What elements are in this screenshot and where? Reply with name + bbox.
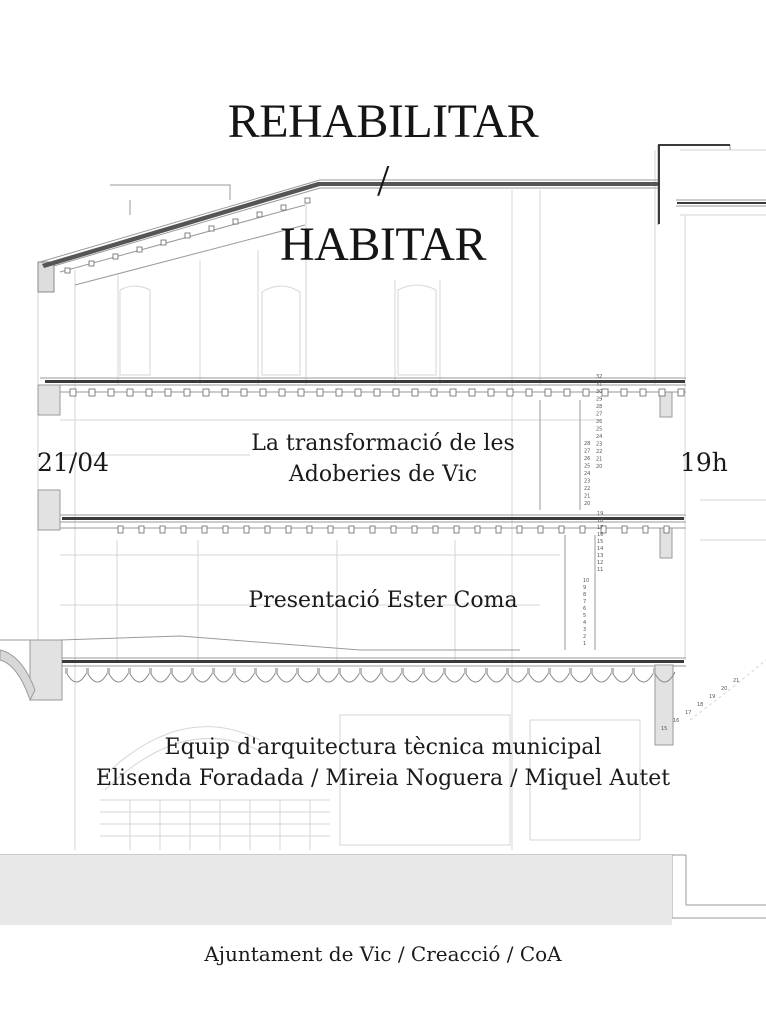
title-line-1: REHABILITAR [227, 95, 539, 148]
joist [160, 526, 165, 533]
joist [433, 526, 438, 533]
joist [475, 526, 480, 533]
stair-number: 28 [584, 441, 591, 447]
arch-detail [276, 672, 297, 682]
arch-detail [402, 672, 423, 682]
arch-column [128, 668, 131, 674]
joist [244, 526, 249, 533]
stair-number: 27 [584, 448, 591, 455]
arch-column [464, 668, 467, 674]
joist [265, 526, 270, 533]
ramp-number: 16 [673, 718, 680, 724]
joist [659, 389, 665, 396]
joist [118, 526, 123, 533]
stair-number: 9 [583, 585, 587, 591]
arch-detail [339, 672, 360, 682]
arch-detail [234, 672, 255, 682]
arch-column [233, 668, 236, 674]
joist [139, 526, 144, 533]
joist [374, 389, 380, 396]
arch-detail [108, 672, 129, 682]
joist [496, 526, 501, 533]
arch-detail [528, 672, 549, 682]
presenter: Presentació Ester Coma [248, 588, 518, 613]
arch-column [569, 668, 572, 674]
ramp-number: 19 [709, 694, 716, 700]
joist [538, 526, 543, 533]
joist [146, 389, 152, 396]
stair-number: 21 [596, 456, 603, 463]
team-title: Equip d'arquitectura tècnica municipal [164, 735, 602, 760]
stair-number: 25 [584, 463, 591, 470]
arch-column [65, 668, 68, 674]
arch-detail [360, 672, 381, 682]
stair-number: 20 [584, 501, 591, 507]
stair-number: 30 [596, 389, 603, 395]
arch-column [149, 668, 152, 674]
stair-number: 32 [596, 374, 603, 380]
joist [222, 389, 228, 396]
arch-column [653, 668, 656, 674]
arch-column [317, 668, 320, 674]
joist [223, 526, 228, 533]
arch-column [443, 668, 446, 674]
joist [241, 389, 247, 396]
joist [580, 526, 585, 533]
joist [583, 389, 589, 396]
event-time: 19h [680, 448, 728, 477]
joist [70, 389, 76, 396]
stair-number: 13 [597, 553, 604, 559]
stair-number: 23 [596, 441, 603, 448]
arch-column [275, 668, 278, 674]
joist [559, 526, 564, 533]
joist [517, 526, 522, 533]
joist [181, 526, 186, 533]
arch-detail [171, 672, 192, 682]
stair-number: 26 [596, 419, 603, 425]
stair-number: 20 [596, 464, 603, 470]
arch-column [191, 668, 194, 674]
arch-detail [381, 672, 402, 682]
stair-number: 29 [596, 396, 603, 403]
joist [564, 389, 570, 396]
arch-column [338, 668, 341, 674]
arch-detail [192, 672, 213, 682]
arch-column [422, 668, 425, 674]
arch-column [254, 668, 257, 674]
event-date: 21/04 [37, 448, 110, 477]
joist [393, 389, 399, 396]
stair-number: 14 [597, 546, 604, 552]
joist [317, 389, 323, 396]
joist [165, 389, 171, 396]
joist [127, 389, 133, 396]
joist [349, 526, 354, 533]
stair-number: 19 [597, 511, 604, 517]
joist [355, 389, 361, 396]
joist [545, 389, 551, 396]
arch-column [548, 668, 551, 674]
stair-number: 15 [597, 539, 604, 545]
stair-number: 31 [596, 381, 603, 388]
arch-detail [507, 672, 528, 682]
arch-detail [87, 672, 108, 682]
arch-column [611, 668, 614, 674]
arch-detail [465, 672, 486, 682]
arch-column [401, 668, 404, 674]
joist [202, 526, 207, 533]
subtitle-line-2: Adoberies de Vic [288, 462, 478, 487]
arch-detail [213, 672, 234, 682]
joist [450, 389, 456, 396]
stair-number: 24 [596, 434, 603, 440]
arch-detail [549, 672, 570, 682]
stair-number: 22 [596, 449, 603, 455]
joist [622, 526, 627, 533]
stair-number: 28 [596, 404, 603, 410]
stair-number: 7 [583, 599, 587, 605]
joist [286, 526, 291, 533]
stair-number: 2 [583, 634, 587, 640]
stair-number: 18 [597, 518, 604, 524]
arch-detail [486, 672, 507, 682]
ramp-number: 17 [685, 710, 692, 716]
joist [370, 526, 375, 533]
joist [664, 526, 669, 533]
joist [89, 389, 95, 396]
joist [469, 389, 475, 396]
arch-column [86, 668, 89, 674]
stair-number: 6 [583, 606, 587, 612]
joist [602, 389, 608, 396]
joist [298, 389, 304, 396]
joist [678, 389, 684, 396]
joist [260, 389, 266, 396]
joist [621, 389, 627, 396]
joist [454, 526, 459, 533]
arch-detail [297, 672, 318, 682]
stair-number: 25 [596, 426, 603, 433]
stair-number: 1 [583, 641, 587, 647]
joist [412, 389, 418, 396]
stair-number: 16 [597, 532, 604, 538]
joist [640, 389, 646, 396]
ramp-number: 21 [733, 678, 740, 684]
joist [412, 526, 417, 533]
stair-number: 24 [584, 471, 591, 477]
team-members: Elisenda Foradada / Mireia Noguera / Miquel Autet [95, 766, 671, 791]
arch-detail [255, 672, 276, 682]
stair-number: 21 [584, 493, 591, 500]
arch-column [506, 668, 509, 674]
arch-column [485, 668, 488, 674]
stair-number: 4 [583, 620, 587, 626]
joist [307, 526, 312, 533]
arch-detail [129, 672, 150, 682]
joist [108, 389, 114, 396]
arch-detail [150, 672, 171, 682]
joist [507, 389, 513, 396]
arch-detail [591, 672, 612, 682]
ramp-number: 20 [721, 686, 728, 692]
arch-column [527, 668, 530, 674]
arch-detail [66, 672, 87, 682]
stair-number: 27 [596, 411, 603, 418]
subtitle-line-1: La transformació de les [251, 431, 515, 456]
arch-column [380, 668, 383, 674]
arch-detail [570, 672, 591, 682]
joist [328, 526, 333, 533]
arch-detail [612, 672, 633, 682]
arch-column [170, 668, 173, 674]
joist [279, 389, 285, 396]
title-separator: / [377, 156, 389, 205]
joist [336, 389, 342, 396]
joist [431, 389, 437, 396]
joist [488, 389, 494, 396]
stair-number: 5 [583, 613, 587, 619]
stair-number: 17 [597, 525, 604, 531]
arch-detail [633, 672, 654, 682]
arch-detail [423, 672, 444, 682]
stair-number: 23 [584, 478, 591, 485]
footer-organizers: Ajuntament de Vic / Creacció / CoA [204, 942, 562, 966]
title-line-2: HABITAR [280, 218, 486, 271]
ramp-number: 15 [661, 726, 668, 732]
joist [184, 389, 190, 396]
joist [643, 526, 648, 533]
arch-column [212, 668, 215, 674]
joist [526, 389, 532, 396]
joist [203, 389, 209, 396]
stair-number: 12 [597, 560, 604, 566]
arch-detail [318, 672, 339, 682]
joist [391, 526, 396, 533]
arch-column [107, 668, 110, 674]
stair-number: 10 [583, 578, 590, 584]
arch-detail [444, 672, 465, 682]
stair-number: 22 [584, 486, 591, 492]
ramp-number: 18 [697, 702, 704, 708]
stair-number: 26 [584, 456, 591, 462]
stair-number: 3 [583, 627, 587, 633]
stair-number: 11 [597, 567, 604, 573]
arch-column [632, 668, 635, 674]
arch-column [359, 668, 362, 674]
stair-number: 8 [583, 592, 587, 598]
arch-column [590, 668, 593, 674]
arch-column [296, 668, 299, 674]
